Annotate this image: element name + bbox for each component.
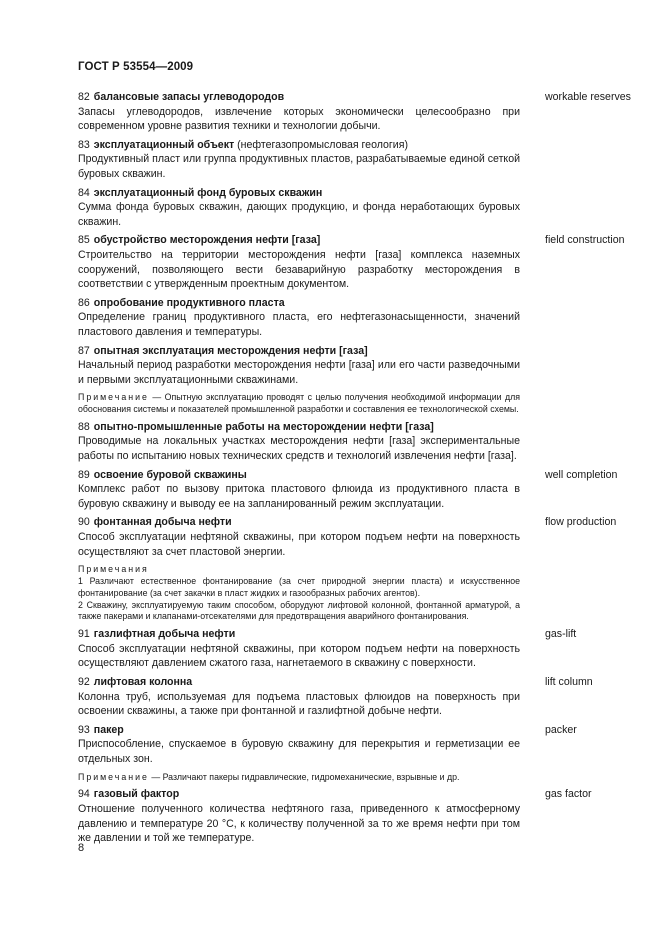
term-number: 93 [78, 723, 90, 736]
term-number: 83 [78, 138, 90, 151]
english-equivalent: packer [545, 723, 577, 736]
term-definition: Приспособление, спускаемое в буровую скважину для перекрытия и герметизации ее отдельных зон. [78, 738, 520, 765]
term-number: 86 [78, 296, 90, 309]
term-definition: Сумма фонда буровых скважин, дающих продукцию, и фонда неработающих буровых скважин. [78, 201, 520, 228]
term-heading [78, 627, 520, 642]
term-heading [78, 344, 520, 359]
term-title: эксплуатационный объект [93, 138, 235, 151]
term-title: газовый фактор [93, 788, 180, 801]
english-equivalent: flow production [545, 516, 617, 529]
term-definition: Начальный период разработки месторождения нефти [газа] или его части разведочными и первыми эксплуатационными скважинами. [78, 359, 520, 386]
term-entry [78, 787, 623, 845]
term-entry [78, 420, 623, 464]
term-heading [78, 296, 520, 311]
term-number: 89 [78, 468, 90, 481]
term-number: 92 [78, 675, 90, 688]
term-number: 90 [78, 516, 90, 529]
note-text: — Опытную эксплуатацию проводят с целью получения необходимой информации для обоснования системы и показателей промышленной разработки и составления ее технологической схемы. [78, 392, 520, 415]
term-note [78, 392, 520, 416]
english-equivalent: well completion [545, 468, 618, 481]
page-header: ГОСТ Р 53554—2009 [78, 61, 194, 73]
term-number: 88 [78, 420, 90, 433]
term-title: эксплуатационный фонд буровых скважин [93, 186, 323, 199]
term-entry [78, 233, 623, 291]
english-equivalent: lift column [545, 675, 593, 688]
terms-list [78, 90, 631, 850]
term-entry [78, 468, 623, 512]
term-title: пакер [93, 723, 124, 736]
term-title: освоение буровой скважины [93, 468, 247, 481]
term-definition: Отношение полученного количества нефтяного газа, приведенного к атмосферному давлению и температуре 20 °С, к количеству полученной за то же время нефти при том же давлении и той же температуре. [78, 802, 520, 845]
note-item: 2 Скважину, эксплуатируемую таким способом, оборудуют лифтовой колонной, фонтанной арматурой, а также пакерами и клапанами-отсекателями для предотвращения аварийного фонтанирования. [78, 599, 520, 622]
term-notes [78, 564, 520, 623]
term-heading [78, 468, 520, 483]
note-label: Примечание [78, 392, 149, 403]
term-title: опробование продуктивного пласта [93, 296, 285, 309]
term-entry [78, 344, 623, 416]
term-heading [78, 787, 520, 802]
term-number: 82 [78, 91, 90, 103]
term-number: 87 [78, 344, 90, 357]
term-definition: Комплекс работ по вызову притока пластового флюида из продуктивного пласта в буровую скважину и выводу ее на запланированный режим эксплуатации. [78, 483, 520, 510]
term-number: 91 [78, 628, 90, 641]
english-equivalent: workable reserves [545, 91, 631, 103]
page-number: 8 [78, 842, 85, 854]
term-qualifier: (нефтегазопромысловая геология) [237, 138, 408, 151]
term-definition: Способ эксплуатации нефтяной скважины, при котором подъем нефти на поверхность осуществляют за счет пластовой энергии. [78, 531, 520, 558]
term-heading [78, 420, 520, 435]
term-number: 85 [78, 234, 90, 247]
note-item: 1 Различают естественное фонтанирование (за счет природной энергии пласта) и искусственное фонтанирование (за счет закачки в пласт жидких и газообразных рабочих агентов). [78, 576, 520, 598]
term-entry [78, 675, 623, 719]
term-title: фонтанная добыча нефти [93, 516, 232, 529]
term-definition: Строительство на территории месторождения нефти [газа] комплекса наземных сооружений, позволяющего вести безаварийную разработку месторождения в соответствии с утвержденным проектным документом. [78, 248, 520, 291]
term-entry [78, 90, 631, 134]
term-heading [78, 186, 520, 201]
term-heading [78, 138, 520, 153]
term-note [78, 772, 520, 784]
term-heading [78, 233, 520, 248]
term-title: обустройство месторождения нефти [газа] [93, 234, 321, 247]
term-title: опытная эксплуатация месторождения нефти [газа] [93, 344, 368, 357]
term-number: 94 [78, 788, 90, 801]
note-label: Примечание [78, 771, 149, 782]
term-heading [78, 675, 520, 690]
term-title: опытно-промышленные работы на месторождении нефти [газа] [93, 420, 434, 433]
term-definition: Колонна труб, используемая для подъема пластовых флюидов на поверхность при освоении скважины, а также при фонтанной и газлифтной добыче нефти. [78, 690, 520, 718]
term-number: 84 [78, 186, 90, 199]
term-entry [78, 627, 623, 671]
term-heading [78, 515, 520, 530]
term-title: балансовые запасы углеводородов [93, 91, 285, 103]
term-entry [78, 296, 623, 340]
notes-title: Примечания [78, 564, 149, 575]
term-entry [78, 186, 623, 230]
english-equivalent: gas-lift [545, 628, 577, 641]
english-equivalent: gas factor [545, 788, 592, 801]
term-definition: Способ эксплуатации нефтяной скважины, при котором подъем нефти на поверхность осуществляют давлением сжатого газа, нагнетаемого в скважину с поверхности. [78, 642, 520, 670]
term-definition: Проводимые на локальных участках месторождения нефти [газа] экспериментальные работы по испытанию новых технических средств и технологий извлечения нефти [газа]. [78, 435, 520, 463]
term-definition: Продуктивный пласт или группа продуктивных пластов, разрабатываемые единой сеткой буровых скважин. [78, 153, 520, 180]
term-heading [78, 90, 520, 105]
term-title: газлифтная добыча нефти [93, 628, 236, 641]
term-entry [78, 515, 623, 623]
note-text: — Различают пакеры гидравлические, гидромеханические, взрывные и др. [148, 771, 460, 782]
term-definition: Определение границ продуктивного пласта, его нефтегазонасыщенности, значений пластового давления и температуры. [78, 311, 520, 338]
term-title: лифтовая колонна [93, 675, 193, 688]
english-equivalent: field construction [545, 234, 625, 247]
term-heading [78, 723, 520, 738]
term-entry [78, 723, 623, 784]
term-definition: Запасы углеводородов, извлечение которых экономически целесообразно при современном уровне развития техники и технологии добычи. [78, 105, 520, 133]
term-entry [78, 138, 623, 182]
